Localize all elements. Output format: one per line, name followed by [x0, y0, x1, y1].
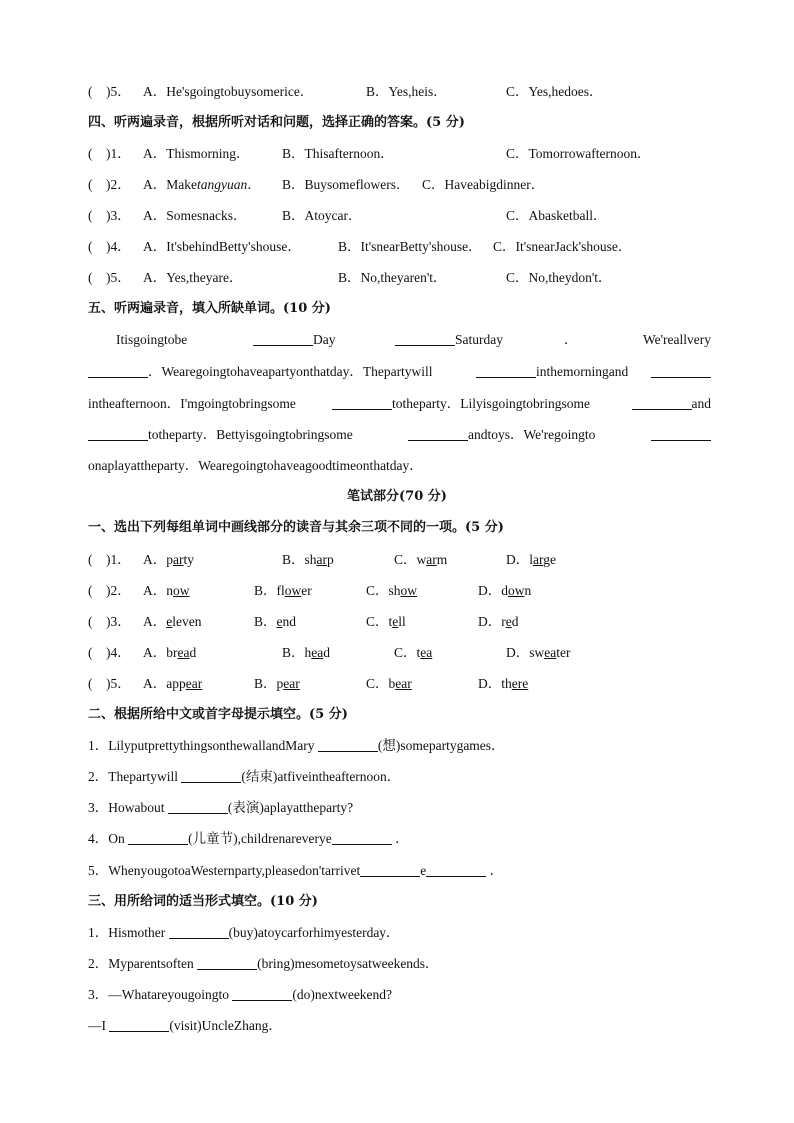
passage-text: intheafternoon．I'mgoingtobringsome: [88, 396, 296, 411]
written-part-title: 笔试部分(70 分): [347, 489, 447, 504]
w1-item-3: [88, 610, 711, 634]
option-c: C．Haveabigdinner．: [422, 177, 545, 192]
option-c: C．It'snearJack'shouse．: [493, 239, 632, 254]
option-d: D．large: [506, 552, 556, 567]
item-text: 2．Thepartywill: [88, 769, 178, 784]
passage-text: totheparty．Lilyisgoingtobringsome: [392, 396, 590, 411]
item-letter: e: [420, 863, 427, 878]
item-text: —I: [88, 1018, 106, 1033]
passage-text: and: [691, 396, 711, 411]
option-a: A．eleven: [143, 614, 202, 629]
blank-input[interactable]: [332, 395, 392, 410]
item-hint: (结束)atfiveintheafternoon．: [241, 769, 401, 784]
blank-input[interactable]: [169, 924, 229, 939]
w2-item-2: [88, 765, 711, 789]
option-c: C．bear: [366, 676, 412, 691]
w2-item-1: [88, 734, 711, 758]
w2-item-4: [88, 827, 711, 851]
blank-input[interactable]: [128, 830, 188, 845]
question-number: ( )3．: [88, 208, 131, 223]
passage-text: Day: [313, 332, 336, 347]
question-number: ( )5．: [88, 84, 131, 99]
blank-input[interactable]: [253, 331, 313, 346]
item-text: 1．LilyputprettythingsonthewallandMary: [88, 738, 315, 753]
option-c: C．No,theydon't．: [506, 270, 612, 285]
option-c: C．Abasketball．: [506, 208, 607, 223]
w3-item-2: [88, 952, 711, 976]
item-text: (buy)atoycarforhimyesterday．: [228, 925, 400, 940]
option-a: A．He'sgoingtobuysomerice．: [143, 84, 314, 99]
item-text: 3．Howabout: [88, 800, 165, 815]
option-a: [143, 173, 261, 197]
blank-input[interactable]: [651, 363, 711, 378]
w3-item-3: [88, 983, 711, 1007]
s5-line-2: [88, 360, 711, 384]
blank-input[interactable]: [360, 862, 420, 877]
question-number: ( )5．: [88, 676, 131, 691]
blank-input[interactable]: [232, 986, 292, 1001]
question-number: ( )5．: [88, 270, 131, 285]
blank-input[interactable]: [88, 426, 148, 441]
item-text: 1．Hismother: [88, 925, 166, 940]
option-b: B．sharp: [282, 552, 334, 567]
blank-input[interactable]: [395, 331, 455, 346]
item-hint: (表演)aplayattheparty?: [227, 800, 354, 815]
blank-input[interactable]: [181, 768, 241, 783]
option-b: B．It'snearBetty'shouse．: [338, 239, 482, 254]
blank-input[interactable]: [632, 395, 692, 410]
option-b: B．Yes,heis．: [366, 84, 447, 99]
option-b: B．head: [282, 645, 330, 660]
passage-text: We'reallvery: [642, 332, 711, 347]
option-b: B．Buysomeflowers．: [282, 177, 410, 192]
passage-text: inthemorningand: [536, 364, 629, 379]
option-a-text: A．Make: [143, 177, 197, 192]
option-b: B．flower: [254, 583, 312, 598]
blank-input[interactable]: [88, 363, 148, 378]
item-text: (bring)mesometoysatweekends．: [257, 956, 439, 971]
s5-line-3: [88, 392, 711, 416]
section4-title: 四、听两遍录音，根据所听对话和问题，选择正确的答案。(5 分): [88, 115, 465, 130]
option-a: A．Thismorning．: [143, 146, 250, 161]
item-text: (do)nextweekend?: [292, 987, 393, 1002]
item-hint: (想)somepartygames．: [377, 738, 505, 753]
s4-item-3: [88, 204, 711, 228]
option-c: C．warm: [394, 552, 448, 567]
option-b: B．Thisafternoon．: [282, 146, 394, 161]
s4-item-5: [88, 266, 711, 290]
item-text: (visit)UncleZhang．: [169, 1018, 282, 1033]
blank-input[interactable]: [168, 799, 228, 814]
s4-item-4: [88, 235, 711, 259]
w3-item-3-answer: [88, 1014, 711, 1038]
item-punct: ．: [395, 831, 409, 846]
w2-item-3: [88, 796, 711, 820]
question-number: ( )1．: [88, 552, 131, 567]
question-number: ( )4．: [88, 239, 131, 254]
question-number: ( )3．: [88, 614, 131, 629]
item-text: 4．On: [88, 831, 125, 846]
w1-item-2: [88, 579, 711, 603]
s4-item-2: [88, 173, 711, 197]
w2-item-5: [88, 859, 711, 883]
option-c: C．show: [366, 583, 418, 598]
w1-item-1: [88, 548, 711, 572]
blank-input[interactable]: [408, 426, 468, 441]
option-b: B．end: [254, 614, 297, 629]
item-punct: ．: [489, 863, 504, 878]
option-c: C．tell: [366, 614, 406, 629]
w1-item-5: [88, 672, 711, 696]
option-a: A．It'sbehindBetty'shouse．: [143, 239, 301, 254]
option-d: D．down: [478, 583, 532, 598]
question-number: ( )4．: [88, 645, 131, 660]
option-c: C．Yes,hedoes．: [506, 84, 603, 99]
s5-line-5: onaplayattheparty．Wearegoingtohaveagoodtimeonthatday．: [88, 458, 423, 473]
passage-text: Itisgoingtobe: [116, 332, 188, 347]
w3-item-1: [88, 921, 711, 945]
blank-input[interactable]: [426, 862, 486, 877]
option-c: C．Tomorrowafternoon．: [506, 146, 651, 161]
option-b: B．No,theyaren't．: [338, 270, 447, 285]
option-a: A．Yes,theyare．: [143, 270, 243, 285]
blank-input[interactable]: [318, 737, 378, 752]
w1-title: 一、选出下列每组单词中画线部分的读音与其余三项不同的一项。(5 分): [88, 520, 504, 535]
option-c: C．tea: [394, 645, 433, 660]
blank-input[interactable]: [476, 363, 536, 378]
passage-text: ．Wearegoingtohaveapartyonthatday．Thepartywill: [148, 364, 433, 379]
blank-input[interactable]: [651, 426, 711, 441]
section5-title: 五、听两遍录音，填入所缺单词。(10 分): [88, 301, 331, 316]
blank-input[interactable]: [197, 955, 257, 970]
item-text: 3．—Whatareyougoingto: [88, 987, 229, 1002]
passage-text: ．: [564, 332, 578, 347]
option-a-italic: tangyuan: [197, 177, 248, 192]
item-text: 2．Myparentsoften: [88, 956, 194, 971]
option-a: A．now: [143, 583, 190, 598]
item-text: 5．WhenyougotoaWesternparty,pleasedon'tarrivet: [88, 863, 361, 878]
passage-text: totheparty．Bettyisgoingtobringsome: [148, 427, 353, 442]
option-b: B．pear: [254, 676, 300, 691]
listening-q5: [88, 80, 711, 104]
blank-input[interactable]: [109, 1017, 169, 1032]
option-a: A．Somesnacks．: [143, 208, 247, 223]
question-number: ( )1．: [88, 146, 131, 161]
option-a: A．bread: [143, 645, 197, 660]
s5-line-1: [116, 328, 711, 352]
item-hint: (儿童节),childrenareverye: [188, 831, 332, 846]
option-d: D．sweater: [506, 645, 571, 660]
s5-line-4: [88, 423, 711, 447]
question-number: ( )2．: [88, 583, 131, 598]
option-a-punct: ．: [247, 177, 261, 192]
w3-title: 三、用所给词的适当形式填空。(10 分): [88, 894, 318, 909]
option-b: B．Atoycar．: [282, 208, 362, 223]
s4-item-1: [88, 142, 711, 166]
option-d: D．red: [478, 614, 519, 629]
option-a: A．party: [143, 552, 195, 567]
passage-text: Saturday: [455, 332, 503, 347]
w2-title: 二、根据所给中文或首字母提示填空。(5 分): [88, 707, 348, 722]
w1-item-4: [88, 641, 711, 665]
option-a: A．appear: [143, 676, 203, 691]
option-d: D．there: [478, 676, 529, 691]
passage-text: andtoys．We'regoingto: [468, 427, 596, 442]
question-number: ( )2．: [88, 177, 131, 192]
blank-input[interactable]: [332, 830, 392, 845]
